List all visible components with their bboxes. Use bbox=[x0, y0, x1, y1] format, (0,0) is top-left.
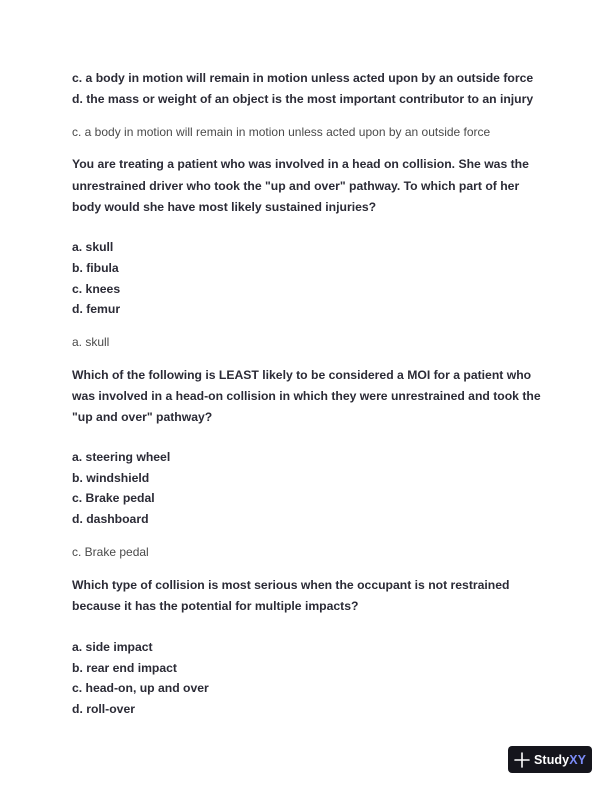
question-3-line-1: Which type of collision is most serious when the occupant is not restrained bbox=[72, 578, 510, 592]
option-c: c. a body in motion will remain in motion unless acted upon by an outside force bbox=[72, 71, 534, 85]
question-2-answer: c. Brake pedal bbox=[72, 545, 149, 559]
question-1-option-d: d. femur bbox=[72, 302, 121, 316]
question-1-line-2: unrestrained driver who took the "up and over" pathway. To which part of her bbox=[72, 179, 520, 193]
option-d: d. the mass or weight of an object is the most important contributor to an injury bbox=[72, 92, 534, 106]
question-1-line-3: body would she have most likely sustained injuries? bbox=[72, 200, 377, 214]
plus-icon bbox=[514, 752, 530, 768]
question-2-line-2: was involved in a head-on collision in which they were unrestrained and took the bbox=[72, 389, 541, 403]
question-1-line-1: You are treating a patient who was involved in a head on collision. She was the bbox=[72, 157, 529, 171]
question-1-option-a: a. skull bbox=[72, 240, 114, 254]
question-3-line-2: because it has the potential for multiple impacts? bbox=[72, 599, 359, 613]
question-3-option-c: c. head-on, up and over bbox=[72, 681, 209, 695]
question-1-answer: a. skull bbox=[72, 335, 110, 349]
question-2-line-3: "up and over" pathway? bbox=[72, 410, 213, 424]
question-2-option-d: d. dashboard bbox=[72, 512, 149, 526]
question-2-option-b: b. windshield bbox=[72, 471, 150, 485]
question-3-option-b: b. rear end impact bbox=[72, 661, 177, 675]
question-1-option-b: b. fibula bbox=[72, 261, 119, 275]
question-1-option-c: c. knees bbox=[72, 282, 121, 296]
brand-name: StudyXY bbox=[534, 752, 587, 767]
studyxy-logo-badge[interactable] bbox=[508, 746, 592, 773]
question-2-option-a: a. steering wheel bbox=[72, 450, 171, 464]
answer: c. a body in motion will remain in motion unless acted upon by an outside force bbox=[72, 125, 491, 139]
question-3-option-d: d. roll-over bbox=[72, 702, 135, 716]
question-3-option-a: a. side impact bbox=[72, 640, 153, 654]
question-2-line-1: Which of the following is LEAST likely to be considered a MOI for a patient who bbox=[72, 368, 532, 382]
question-2-option-c: c. Brake pedal bbox=[72, 491, 155, 505]
